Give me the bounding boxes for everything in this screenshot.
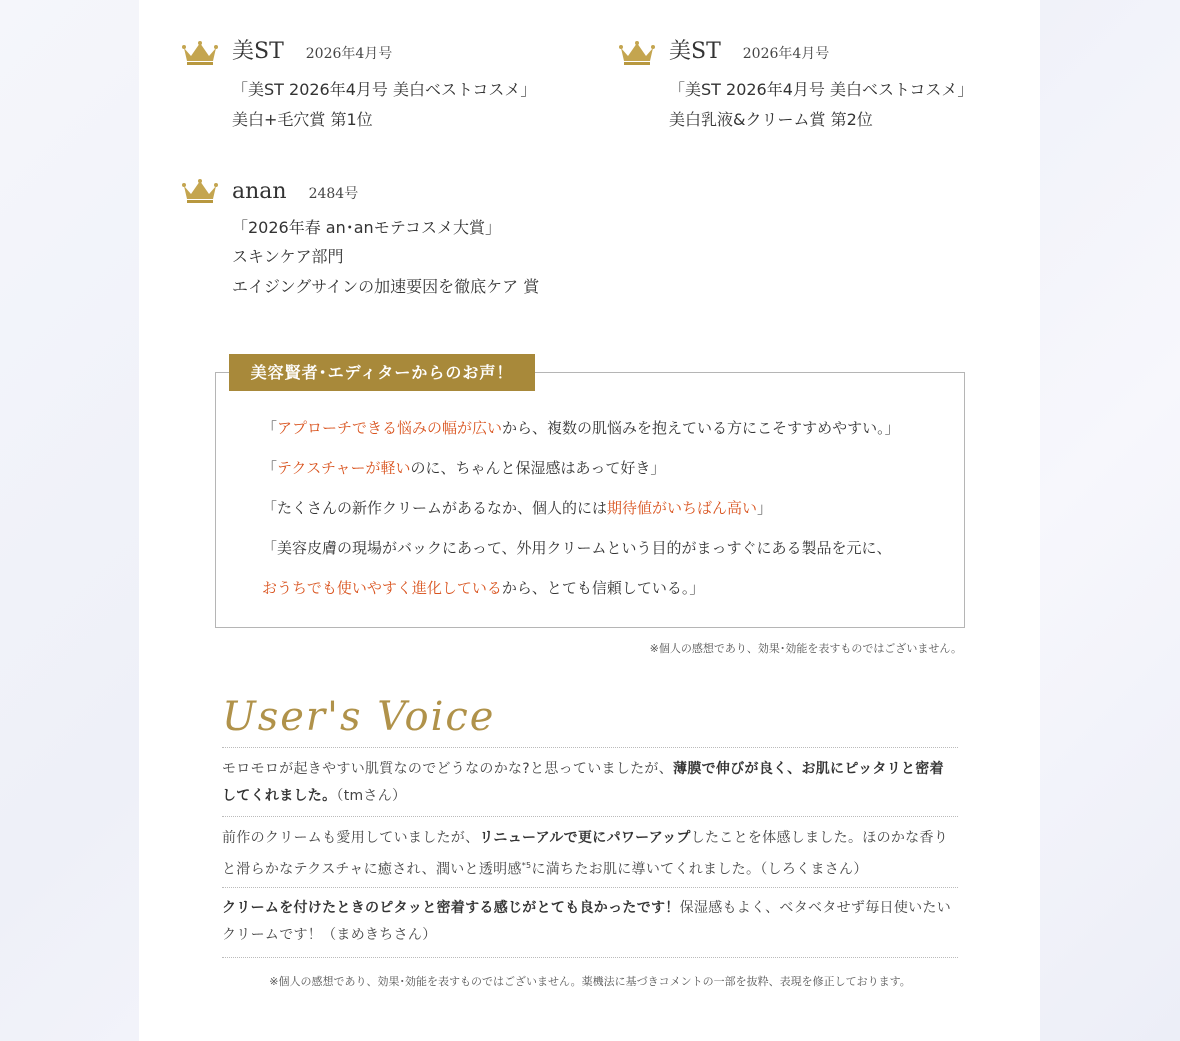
award-line: 美白乳液&クリーム賞 第2位 (669, 110, 873, 129)
user-comment: 前作のクリームも愛用していましたが、リニューアルで更にパワーアップしたことを体感しました。ほのかな香りと滑らかなテクスチャに癒され、潤いと透明感$^{*5}$に満ちたお肌に導いてくれました。（しろくまさん） (222, 830, 949, 878)
editor-quote: 「アプローチできる悩みの幅が広いから、複数の肌悩みを抱えている方にこそすすめやすい。」 (262, 419, 900, 437)
divider (222, 957, 958, 958)
award-magazine: anan 2484号 (232, 179, 359, 204)
award-issue: 2026年4月号 (742, 46, 830, 62)
user-comment: クリームを付けたときのピタッと密着する感じがとても良かったです！保湿感もよく、ベタベタせず毎日使いたいクリームです！（まめきちさん） (222, 900, 952, 943)
editor-voices-note: ※個人の感想であり、効果･効能を表すものではございません。 (649, 642, 962, 655)
editor-quote: 「テクスチャーが軽いのに、ちゃんと保湿感はあって好き」 (262, 459, 666, 477)
user-comment: モロモロが起きやすい肌質なのでどうなのかな?と思っていましたが、薄膜で伸びが良く、お肌にピッタリと密着してくれました。（tmさん） (222, 761, 944, 804)
editor-quote: 「たくさんの新作クリームがあるなか、個人的には期待値がいちばん高い」 (262, 499, 773, 517)
crown-icon (182, 40, 218, 66)
users-voice-title: User's Voice (222, 694, 496, 740)
award-issue: 2484号 (308, 186, 359, 202)
award-line: 「2026年春 an･anモテコスメ大賞」 (232, 218, 502, 237)
award-line: 「美ST 2026年4月号 美白ベストコスメ」 (669, 80, 974, 99)
award-item (182, 178, 602, 308)
users-voice-note: ※個人の感想であり、効果･効能を表すものではございません。薬機法に基づきコメントの一部を抜粋、表現を修正しております。 (269, 975, 911, 988)
divider (222, 747, 958, 748)
award-magazine: 美ST 2026年4月号 (232, 39, 393, 64)
award-item (182, 40, 582, 140)
award-magazine: 美ST 2026年4月号 (669, 39, 830, 64)
award-line: 美白+毛穴賞 第1位 (232, 110, 373, 129)
editor-quote: 「美容皮膚の現場がバックにあって、外用クリームという目的がまっすぐにある製品を元に、 (262, 539, 892, 557)
editor-quote: おうちでも使いやすく進化しているから、とても信頼している。」 (262, 579, 705, 597)
crown-icon (619, 40, 655, 66)
award-line: 「美ST 2026年4月号 美白ベストコスメ」 (232, 80, 537, 99)
award-line: エイジングサインの加速要因を徹底ケア 賞 (232, 277, 540, 296)
award-item (619, 40, 1019, 140)
crown-icon (182, 178, 218, 204)
divider (222, 887, 958, 888)
divider (222, 816, 958, 817)
editor-voices-heading: 美容賢者･エディターからのお声！ (229, 354, 535, 391)
award-issue: 2026年4月号 (305, 46, 393, 62)
award-line: スキンケア部門 (232, 247, 344, 266)
